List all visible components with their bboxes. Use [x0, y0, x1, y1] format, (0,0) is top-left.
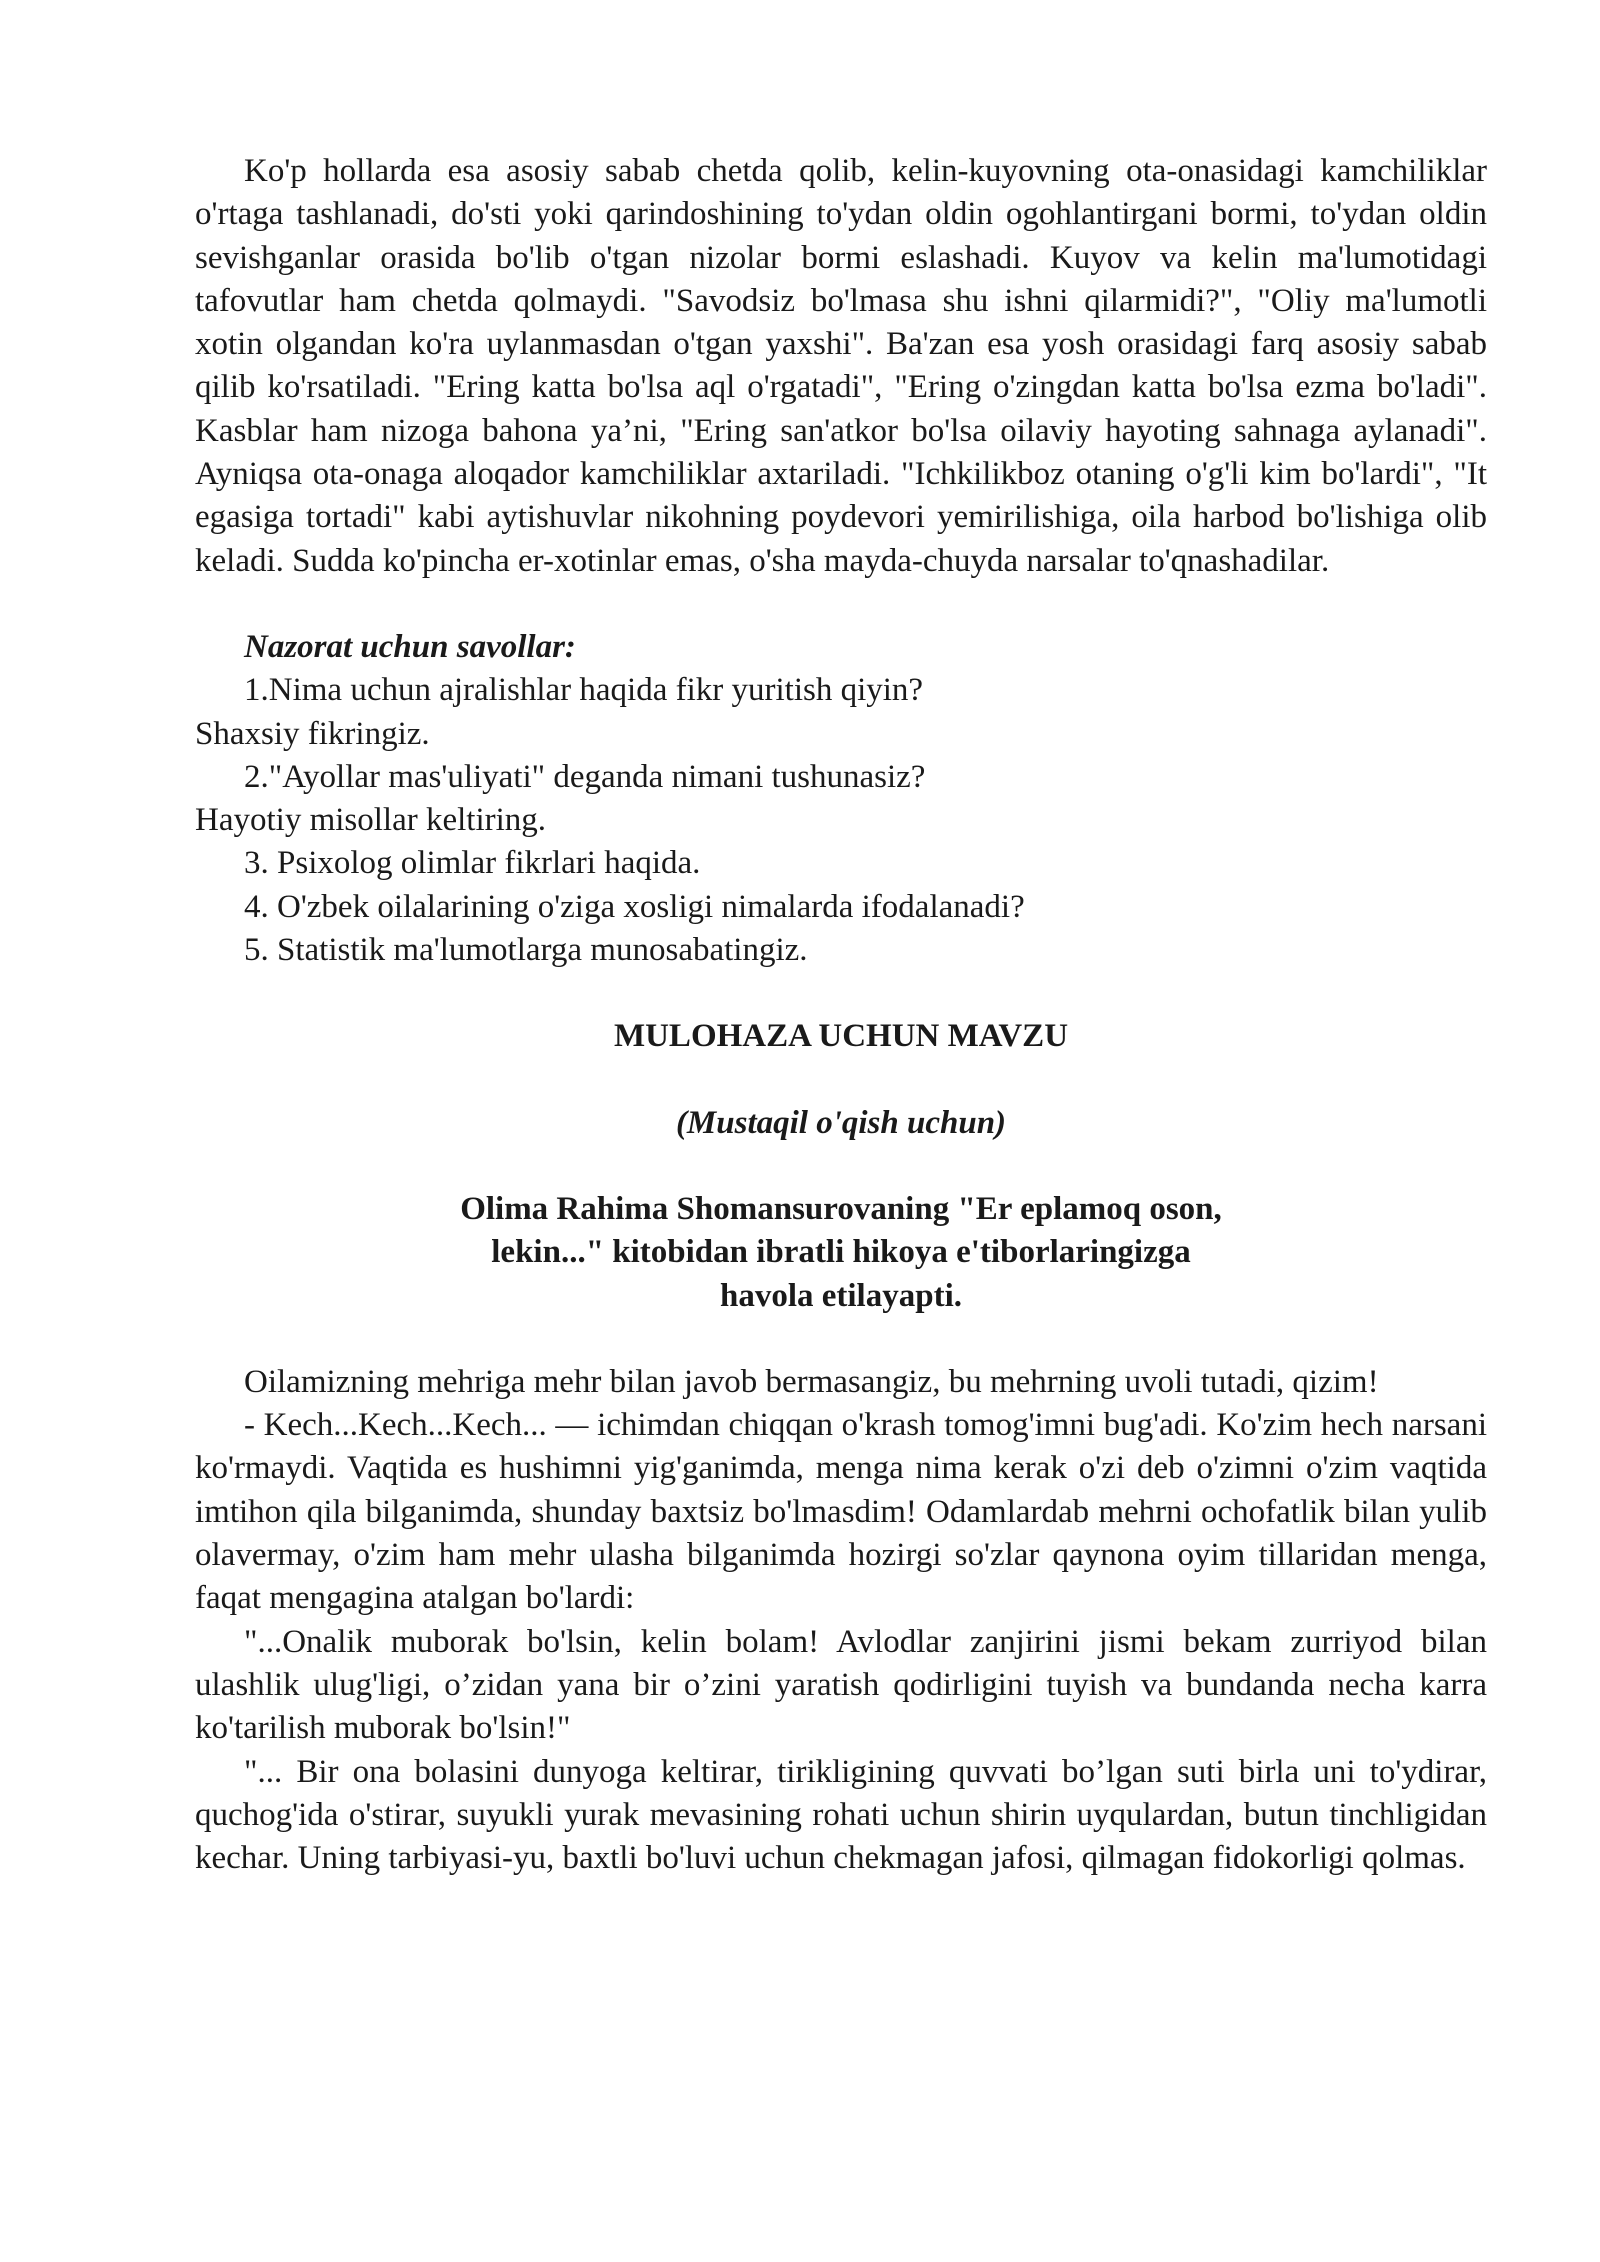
story-paragraph: "... Bir ona bolasini dunyoga keltirar, tirikligining quvvati bo’lgan suti birla uni to'ydirar, quchog'ida o'stirar, suyukli yurak mevasining rohati uchun shirin uyqulardan, butun tinchligidan kechar. Uning tarbiyasi-yu, baxtli bo'luvi uchun chekmagan jafosi, qilmagan fidokorligi qolmas. [195, 1753, 1487, 1877]
spacer [195, 1318, 1487, 1361]
questions-heading: Nazorat uchun savollar: [244, 628, 576, 665]
section-intro-line: lekin..." kitobidan ibratli hikoya e'tiborlaringizga [491, 1234, 1191, 1271]
question-2: 2."Ayollar mas'uliyati" deganda nimani tushunasiz? [244, 758, 926, 795]
section-intro-line: Olima Rahima Shomansurovaning "Er eplamoq oson, [460, 1190, 1222, 1227]
spacer [195, 972, 1487, 1015]
section-title: MULOHAZA UCHUN MAVZU [613, 1018, 1069, 1055]
spacer [195, 1059, 1487, 1102]
question-5: 5. Statistik ma'lumotlarga munosabatingiz. [244, 932, 808, 969]
section-intro-line: havola etilayapti. [719, 1277, 962, 1314]
spacer [195, 583, 1487, 626]
body-paragraph: Ko'p hollarda esa asosiy sabab chetda qolib, kelin-kuyovning ota-onasidagi kamchiliklar o'rtaga tashlanadi, do'sti yoki qarindoshining to'ydan oldin ogohlantirgani bormi, to'ydan oldin sevishganlar orasida bo'lib o'tgan nizolar bormi eslashadi. Kuyov va kelin ma'lumotidagi tafovutlar ham chetda qolmaydi. "Savodsiz bo'lmasa shu ishni qilarmidi?", "Oliy ma'lumotli xotin olgandan ko'ra uylanmasdan o'tgan yaxshi". Ba'zan esa yosh orasidagi farq asosiy sabab qilib ko'rsatiladi. "Ering katta bo'lsa aql o'rgatadi", "Ering o'zingdan katta bo'lsa ezma bo'ladi". Kasblar ham nizoga bahona ya’ni, "Ering san'atkor bo'lsa oilaviy hayoting sahnaga aylanadi". Ayniqsa ota-onaga aloqador kamchiliklar axtariladi. "Ichkilikboz otaning o'g'li kim bo'lardi", "It egasiga tortadi" kabi aytishuvlar nikohning poydevori yemirilishiga, oila harbod bo'lishiga olib keladi. Sudda ko'pincha er-xotinlar emas, o'sha mayda-chuyda narsalar to'qnashadilar. [195, 153, 1487, 579]
story-paragraph: Oilamizning mehriga mehr bilan javob bermasangiz, bu mehrning uvoli tutadi, qizim! [244, 1363, 1379, 1400]
question-4: 4. O'zbek oilalarining o'ziga xosligi nimalarda ifodalanadi? [244, 888, 1025, 925]
document-page [195, 150, 1487, 1880]
story-paragraph: - Kech...Kech...Kech... — ichimdan chiqqan o'krash tomog'imni bug'adi. Ko'zim hech narsani ko'rmaydi. Vaqtida es hushimni yig'ganimda, menga nima kerak o'zi deb o'zimni o'zim vaqtida imtihon qila bilganimda, shunday baxtsiz bo'lmasdim! Odamlardab mehrni ochofatlik bilan yulib olavermay, o'zim ham mehr ulasha bilganimda hozirgi so'zlar qaynona oyim tillaridan menga, faqat mengagina atalgan bo'lardi: [195, 1407, 1487, 1617]
question-3: 3. Psixolog olimlar fikrlari haqida. [244, 845, 701, 882]
question-2-continuation: Hayotiy misollar keltiring. [195, 802, 547, 839]
section-subtitle: (Mustaqil o'qish uchun) [675, 1104, 1007, 1141]
story-paragraph: "...Onalik muborak bo'lsin, kelin bolam! Avlodlar zanjirini jismi bekam zurriyod bilan ulashlik ulug'ligi, o’zidan yana bir o’zini yaratish qodirligini tuyish va bundanda necha karra ko'tarilish muborak bo'lsin!" [195, 1623, 1487, 1747]
question-1-continuation: Shaxsiy fikringiz. [195, 715, 430, 752]
spacer [195, 1145, 1487, 1188]
question-1: 1.Nima uchun ajralishlar haqida fikr yuritish qiyin? [244, 672, 924, 709]
